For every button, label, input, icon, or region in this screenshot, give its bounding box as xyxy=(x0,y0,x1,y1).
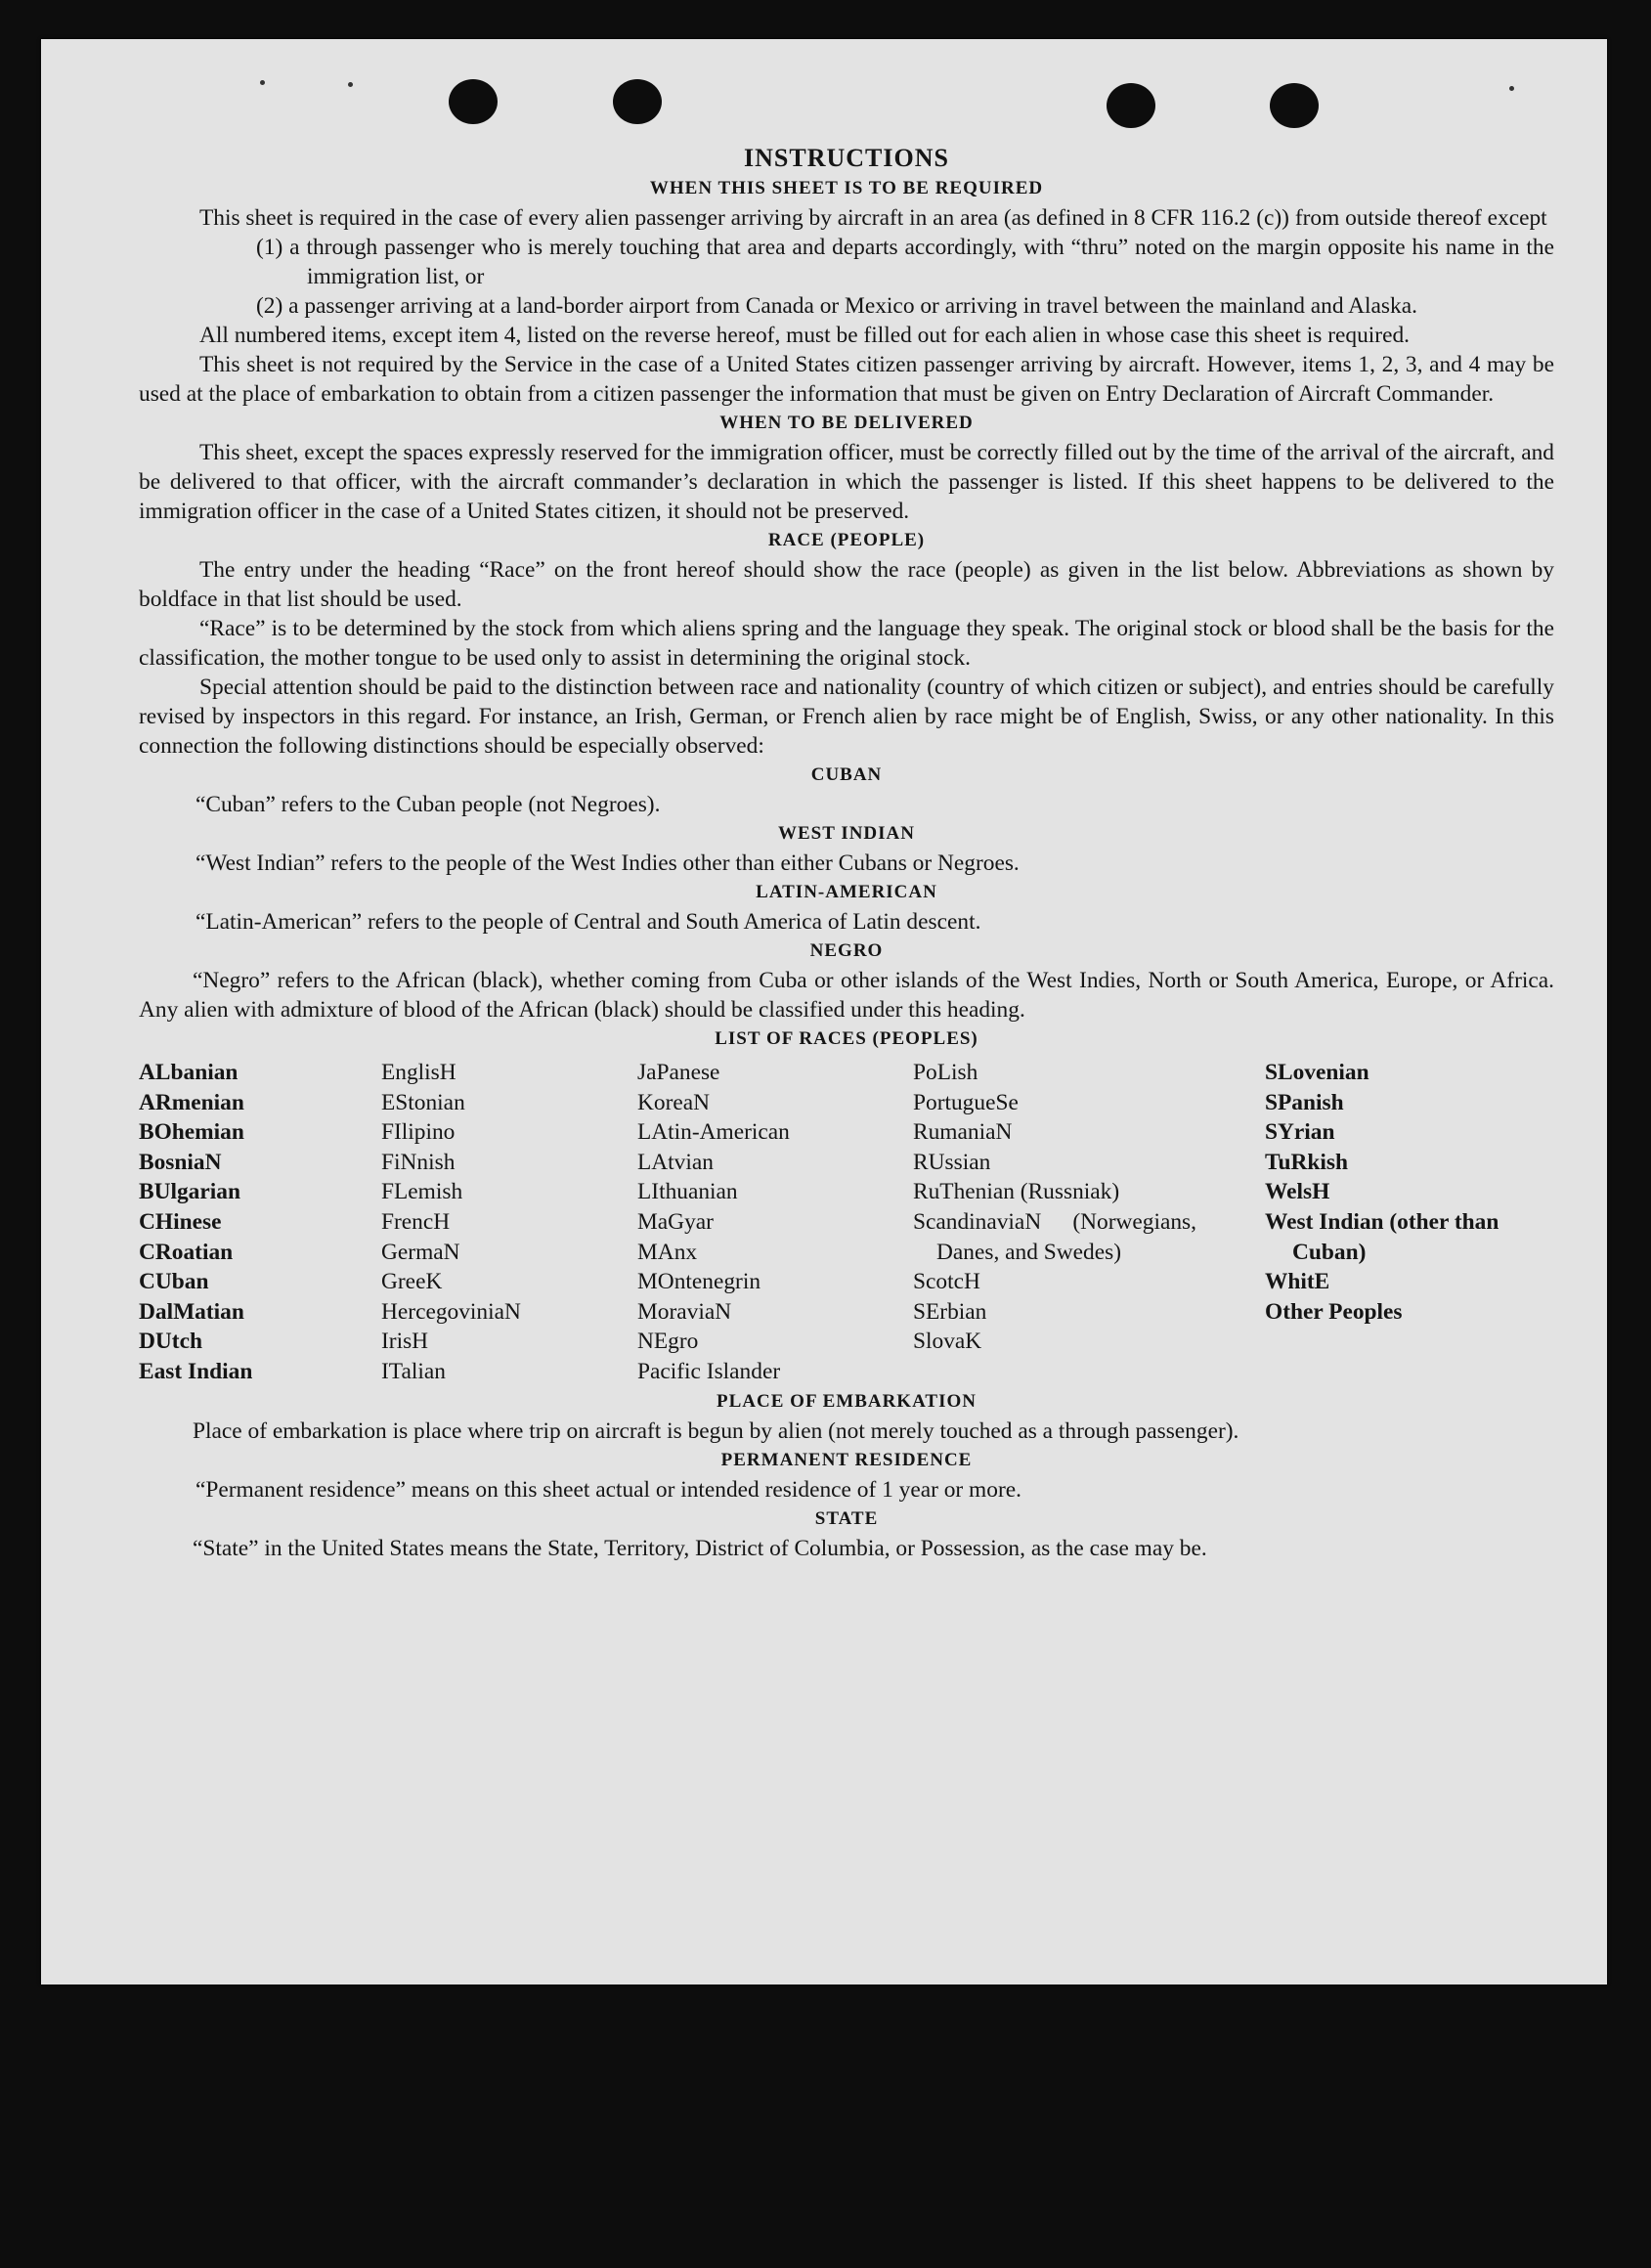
paragraph-race-3: Special attention should be paid to the distinction between race and nationality (country of which citizen or subject), and entries should be carefully revised by inspectors in this regard. For instance, an Irish, German, or French alien by race might be of English, Swiss, or any other nationality. In this connection the following distinctions should be especially observed: xyxy=(139,675,1554,759)
list-item: BUlgarian xyxy=(139,1179,240,1205)
list-item: ScandinaviaN (Norwegians, Danes, and Swedes) xyxy=(913,1208,1196,1265)
section-heading-when-delivered: WHEN TO BE DELIVERED xyxy=(719,413,974,433)
list-item: BOhemian xyxy=(139,1119,244,1146)
list-item: SLovenian xyxy=(1265,1060,1369,1085)
section-heading-cuban: CUBAN xyxy=(810,764,883,785)
list-item: NEgro xyxy=(637,1329,699,1355)
section-heading-when-required: WHEN THIS SHEET IS TO BE REQUIRED xyxy=(649,178,1044,198)
section-heading-state: STATE xyxy=(814,1507,879,1529)
speck xyxy=(1509,86,1514,91)
races-column-2 xyxy=(381,1058,637,1387)
list-item: MOntenegrin xyxy=(637,1269,761,1295)
list-item: LIthuanian xyxy=(637,1179,738,1205)
list-item: FLemish xyxy=(381,1179,463,1205)
list-item: HercegoviniaN xyxy=(381,1298,521,1325)
list-item: PortugueSe xyxy=(913,1089,1019,1115)
list-item: RuThenian (Russniak) xyxy=(913,1179,1120,1205)
list-item: DalMatian xyxy=(139,1298,244,1325)
section-heading-race: RACE (PEOPLE) xyxy=(767,530,926,550)
list-item: TuRkish xyxy=(1265,1149,1348,1175)
list-item: DUtch xyxy=(139,1329,202,1355)
list-item: SYrian xyxy=(1265,1119,1335,1146)
paragraph-numbered-items: All numbered items, except item 4, listed on the reverse hereof, must be filled out for each alien in whose case this sheet is required. xyxy=(199,323,1411,348)
paragraph-delivered: This sheet, except the spaces expressly reserved for the immigration officer, must be correctly filled out by the time of the arrival of the aircraft, and be delivered to that officer, with the aircraft commander’s declaration in which the passenger is listed. If this sheet happens to be delivered to the immigration officer in the case of a United States citizen, it should not be preserved. xyxy=(139,440,1554,524)
list-item: SlovaK xyxy=(913,1329,982,1355)
list-item: MAnx xyxy=(637,1239,698,1265)
paragraph-cuban: “Cuban” refers to the Cuban people (not Negroes). xyxy=(196,792,661,817)
list-item: West Indian (other than Cuban) xyxy=(1265,1208,1499,1265)
list-item: SPanish xyxy=(1265,1089,1344,1115)
list-item: FrencH xyxy=(381,1208,451,1235)
paragraph-race-2: “Race” is to be determined by the stock from which aliens spring and the language they speak. The original stock or blood shall be the basis for the classification, the mother tongue to be used only to assist in determining the original stock. xyxy=(139,616,1554,671)
list-item: SErbian xyxy=(913,1298,987,1325)
section-heading-latin-american: LATIN-AMERICAN xyxy=(756,882,937,902)
list-item: IrisH xyxy=(381,1329,429,1355)
list-item: CRoatian xyxy=(139,1239,234,1265)
form-sheet xyxy=(41,39,1607,1984)
binder-hole xyxy=(449,79,498,124)
races-list xyxy=(139,1058,1554,1387)
paragraph-required-intro: This sheet is required in the case of every alien passenger arriving by aircraft in an area (as defined in 8 CFR 116.2 (c)) from outside thereof except xyxy=(199,205,1547,231)
list-item: RUssian xyxy=(913,1149,991,1175)
section-heading-west-indian: WEST INDIAN xyxy=(778,823,915,844)
speck xyxy=(260,80,265,85)
list-item-through-passenger: (1) a through passenger who is merely touching that area and departs accordingly, with “thru” noted on the margin opposite his name in the immigration list, or xyxy=(256,235,1554,289)
list-item: RumaniaN xyxy=(913,1119,1013,1146)
list-item: EnglisH xyxy=(381,1060,456,1085)
list-item: WelsH xyxy=(1265,1179,1330,1205)
paragraph-negro: “Negro” refers to the African (black), whether coming from Cuba or other islands of the West Indies, North or South America, Europe, or Africa. Any alien with admixture of blood of the African (black) should be classified under this heading. xyxy=(139,968,1554,1023)
section-heading-races-list: LIST OF RACES (PEOPLES) xyxy=(715,1028,978,1049)
list-item: FIlipino xyxy=(381,1119,456,1146)
binder-hole xyxy=(613,79,662,124)
list-item: ITalian xyxy=(381,1358,446,1384)
list-item: MaGyar xyxy=(637,1208,714,1235)
list-item: ARmenian xyxy=(139,1089,244,1115)
races-column-5 xyxy=(1265,1058,1519,1387)
list-item: FiNnish xyxy=(381,1149,456,1175)
paragraph-residence: “Permanent residence” means on this sheet actual or intended residence of 1 year or more. xyxy=(196,1476,1021,1503)
paragraph-state: “State” in the United States means the State, Territory, District of Columbia, or Possession, as the case may be. xyxy=(193,1535,1207,1561)
list-item: WhitE xyxy=(1265,1269,1330,1295)
list-item: GermaN xyxy=(381,1239,460,1265)
list-item: CHinese xyxy=(139,1208,222,1235)
races-column-1 xyxy=(139,1058,381,1387)
section-heading-residence: PERMANENT RESIDENCE xyxy=(720,1449,973,1470)
list-item: GreeK xyxy=(381,1269,443,1295)
list-item: CUban xyxy=(139,1269,209,1295)
list-item: ScotcH xyxy=(913,1269,980,1295)
section-heading-negro: NEGRO xyxy=(809,940,884,961)
races-column-3 xyxy=(637,1058,913,1387)
paragraph-race-1: The entry under the heading “Race” on the front hereof should show the race (people) as given in the list below. Abbreviations as shown by boldface in that list should be used. xyxy=(139,557,1554,612)
list-item: Pacific Islander xyxy=(637,1358,781,1384)
list-item-land-border: (2) a passenger arriving at a land-border airport from Canada or Mexico or arriving in travel between the mainland and Alaska. xyxy=(256,293,1417,319)
list-item: East Indian xyxy=(139,1358,253,1384)
races-column-4 xyxy=(913,1058,1196,1387)
binder-hole xyxy=(1270,83,1319,128)
list-item: EStonian xyxy=(381,1089,465,1115)
list-item: MoraviaN xyxy=(637,1298,732,1325)
paragraph-west-indian: “West Indian” refers to the people of the West Indies other than either Cubans or Negroes. xyxy=(196,850,1020,876)
paragraph-citizen: This sheet is not required by the Service in the case of a United States citizen passenger arriving by aircraft. However, items 1, 2, 3, and 4 may be used at the place of embarkation to obtain from a citizen passenger the information that must be given on Entry Declaration of Aircraft Commander. xyxy=(139,352,1554,407)
list-item: PoLish xyxy=(913,1060,978,1085)
speck xyxy=(348,82,353,87)
list-item: BosniaN xyxy=(139,1149,222,1175)
instructions-body xyxy=(139,143,1554,1563)
paragraph-embarkation: Place of embarkation is place where trip on aircraft is begun by alien (not merely touched as a through passenger). xyxy=(193,1418,1239,1444)
section-heading-embarkation: PLACE OF EMBARKATION xyxy=(717,1390,977,1412)
list-item: LAtin-American xyxy=(637,1119,790,1146)
list-item: JaPanese xyxy=(637,1060,720,1085)
list-item: ALbanian xyxy=(139,1060,239,1085)
binder-hole xyxy=(1107,83,1155,128)
list-item: KoreaN xyxy=(637,1089,711,1115)
list-item: LAtvian xyxy=(637,1149,714,1175)
page-title: INSTRUCTIONS xyxy=(744,144,949,172)
list-item: Other Peoples xyxy=(1265,1298,1403,1325)
paragraph-latin-american: “Latin-American” refers to the people of Central and South America of Latin descent. xyxy=(196,909,981,935)
